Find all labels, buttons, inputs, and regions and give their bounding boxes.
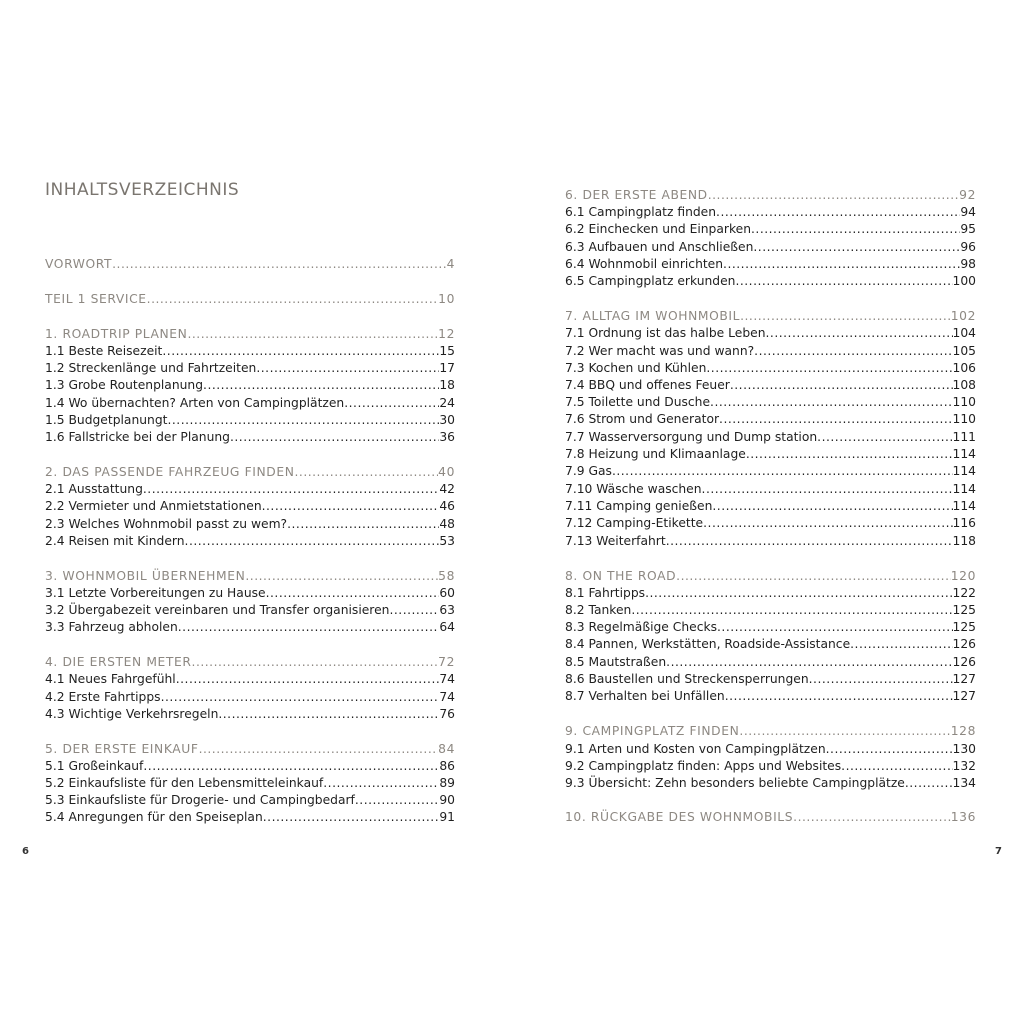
toc-entry-label: 7.2 Wer macht was und wann? — [565, 344, 755, 358]
toc-entry-page: 125 — [952, 603, 976, 617]
toc-leader-dots — [218, 707, 439, 722]
toc-entry-page: 120 — [950, 569, 976, 583]
toc-leader-dots — [147, 292, 438, 307]
toc-entry-label: 10. RÜCKGABE DES WOHNMOBILS — [565, 810, 794, 824]
toc-entry-page: 63 — [439, 603, 455, 617]
toc-entry-page: 18 — [439, 378, 455, 392]
toc-entry-label: 5. DER ERSTE EINKAUF — [45, 742, 199, 756]
toc-entry-page: 110 — [952, 395, 976, 409]
toc-entry-page: 116 — [952, 516, 976, 530]
toc-chapter-heading — [565, 186, 976, 203]
toc-leader-dots — [753, 240, 960, 255]
toc-entry-label: 5.4 Anregungen für den Speiseplan — [45, 810, 263, 824]
toc-entry-label: 9.1 Arten und Kosten von Campingplätzen — [565, 742, 826, 756]
toc-leader-dots — [740, 309, 951, 324]
toc-leader-dots — [712, 499, 952, 514]
toc-entry — [565, 359, 976, 376]
toc-leader-dots — [185, 534, 440, 549]
toc-entry-page: 126 — [952, 637, 976, 651]
toc-entry-page: 98 — [960, 257, 976, 271]
toc-entry — [565, 480, 976, 497]
toc-entry — [565, 757, 976, 774]
toc-entry-page: 46 — [439, 499, 455, 513]
toc-entry-label: 2.3 Welches Wohnmobil passt zu wem? — [45, 517, 288, 531]
toc-leader-dots — [826, 742, 953, 757]
toc-entry-label: 8.2 Tanken — [565, 603, 632, 617]
toc-entry-label: 5.2 Einkaufsliste für den Lebensmitteleinkauf — [45, 776, 324, 790]
toc-entry-page: 58 — [438, 569, 455, 583]
toc-entry-label: 1.6 Fallstricke bei der Planung — [45, 430, 230, 444]
toc-entry-label: 4. DIE ERSTEN METER — [45, 655, 192, 669]
toc-entry-page: 114 — [952, 482, 976, 496]
toc-leader-dots — [708, 188, 959, 203]
toc-entry — [45, 791, 455, 808]
toc-entry — [565, 532, 976, 549]
toc-leader-dots — [355, 793, 439, 808]
toc-entry-page: 108 — [952, 378, 976, 392]
toc-entry-label: 8. ON THE ROAD — [565, 569, 677, 583]
toc-entry-label: 8.5 Mautstraßen — [565, 655, 667, 669]
toc-entry-page: 86 — [439, 759, 455, 773]
toc-entry-page: 126 — [952, 655, 976, 669]
toc-entry-label: 1.5 Budgetplanungt — [45, 413, 168, 427]
toc-entry-label: 9.3 Übersicht: Zehn besonders beliebte Campingplätze — [565, 776, 905, 790]
toc-entry — [565, 584, 976, 601]
toc-leader-dots — [143, 759, 439, 774]
toc-leader-dots — [716, 205, 960, 220]
toc-entry-page: 105 — [952, 344, 976, 358]
toc-leader-dots — [905, 776, 953, 791]
toc-entry — [565, 324, 976, 341]
toc-entry-label: 9.2 Campingplatz finden: Apps und Websites — [565, 759, 842, 773]
toc-entry — [565, 376, 976, 393]
toc-entry-label: 6.4 Wohnmobil einrichten — [565, 257, 724, 271]
toc-entry-page: 74 — [439, 672, 455, 686]
toc-entry — [45, 774, 455, 791]
toc-entry-page: 94 — [960, 205, 976, 219]
toc-entry — [565, 497, 976, 514]
toc-entry-page: 90 — [439, 793, 455, 807]
toc-entry-label: 1.3 Grobe Routenplanung — [45, 378, 204, 392]
toc-entry-page: 111 — [952, 430, 976, 444]
toc-entry-label: 3.2 Übergabezeit vereinbaren und Transfer organisieren — [45, 603, 390, 617]
toc-leader-dots — [245, 569, 438, 584]
toc-entry-label: 7.13 Weiterfahrt — [565, 534, 666, 548]
toc-leader-dots — [666, 534, 953, 549]
toc-leader-dots — [266, 586, 440, 601]
toc-entry — [565, 740, 976, 757]
toc-entry-page: 48 — [439, 517, 455, 531]
toc-entry-page: 74 — [439, 690, 455, 704]
toc-entry — [45, 480, 455, 497]
toc-entry — [565, 635, 976, 652]
toc-entry-page: 84 — [438, 742, 455, 756]
toc-entry-label: 3. WOHNMOBIL ÜBERNEHMEN — [45, 569, 246, 583]
toc-entry-label: 6.2 Einchecken und Einparken — [565, 222, 751, 236]
toc-entry — [45, 376, 455, 393]
toc-entry-page: 128 — [950, 724, 976, 738]
toc-entry — [565, 342, 976, 359]
toc-entry-label: 7.4 BBQ und offenes Feuer — [565, 378, 730, 392]
page-title: INHALTSVERZEICHNIS — [45, 180, 240, 200]
toc-entry — [565, 203, 976, 220]
toc-entry — [45, 532, 455, 549]
toc-entry-label: 5.3 Einkaufsliste für Drogerie- und Campingbedarf — [45, 793, 355, 807]
toc-entry-label: 6.1 Campingplatz finden — [565, 205, 717, 219]
toc-entry — [45, 411, 455, 428]
toc-leader-dots — [676, 569, 951, 584]
toc-leader-dots — [766, 326, 953, 341]
toc-entry — [565, 410, 976, 427]
toc-entry-label: 7.6 Strom und Generator — [565, 412, 720, 426]
toc-entry-label: 7. ALLTAG IM WOHNMOBIL — [565, 309, 741, 323]
toc-entry-page: 12 — [438, 327, 455, 341]
toc-entry-label: 1.2 Streckenlänge und Fahrtzeiten — [45, 361, 257, 375]
toc-entry-page: 15 — [439, 344, 455, 358]
toc-entry-page: 4 — [446, 257, 455, 271]
toc-leader-dots — [631, 603, 952, 618]
toc-entry — [45, 497, 455, 514]
toc-leader-dots — [162, 344, 439, 359]
toc-entry — [45, 670, 455, 687]
toc-entry-label: 8.6 Baustellen und Streckensperrungen — [565, 672, 809, 686]
toc-entry — [565, 618, 976, 635]
toc-entry-label: 3.3 Fahrzeug abholen — [45, 620, 178, 634]
toc-leader-dots — [176, 672, 440, 687]
toc-entry-page: 64 — [439, 620, 455, 634]
toc-leader-dots — [666, 655, 952, 670]
toc-entry-label: 7.3 Kochen und Kühlen — [565, 361, 707, 375]
toc-leader-dots — [323, 776, 439, 791]
toc-leader-dots — [203, 378, 439, 393]
toc-leader-dots — [344, 396, 439, 411]
toc-entry-label: 5.1 Großeinkauf — [45, 759, 144, 773]
toc-entry-page: 134 — [952, 776, 976, 790]
toc-entry-page: 76 — [439, 707, 455, 721]
toc-leader-dots — [710, 395, 952, 410]
toc-entry-label: 2.1 Ausstattung — [45, 482, 143, 496]
toc-chapter-heading — [45, 290, 455, 307]
toc-entry — [45, 342, 455, 359]
toc-entry-label: TEIL 1 SERVICE — [45, 292, 147, 306]
toc-leader-dots — [730, 378, 953, 393]
toc-entry-page: 106 — [952, 361, 976, 375]
toc-entry-page: 127 — [952, 689, 976, 703]
toc-entry-page: 60 — [439, 586, 455, 600]
toc-leader-dots — [263, 810, 440, 825]
toc-entry-label: 1. ROADTRIP PLANEN — [45, 327, 188, 341]
toc-leader-dots — [719, 412, 952, 427]
toc-entry-label: 6.3 Aufbauen und Anschließen — [565, 240, 754, 254]
toc-leader-dots — [739, 724, 950, 739]
toc-leader-dots — [167, 413, 439, 428]
toc-chapter-heading — [45, 255, 455, 272]
toc-leader-dots — [850, 637, 952, 652]
toc-chapter-heading — [45, 567, 455, 584]
toc-entry-page: 89 — [439, 776, 455, 790]
toc-entry-page: 114 — [952, 447, 976, 461]
toc-leader-dots — [262, 499, 440, 514]
toc-entry-page: 118 — [952, 534, 976, 548]
toc-entry-page: 10 — [438, 292, 455, 306]
toc-entry-label: 8.1 Fahrtipps — [565, 586, 646, 600]
toc-entry-label: 2.2 Vermieter und Anmietstationen — [45, 499, 262, 513]
toc-entry-label: 2.4 Reisen mit Kindern — [45, 534, 185, 548]
toc-leader-dots — [706, 361, 952, 376]
toc-entry-page: 72 — [438, 655, 455, 669]
toc-entry-label: 7.12 Camping-Etikette — [565, 516, 704, 530]
toc-entry-page: 92 — [959, 188, 976, 202]
page-number-left: 6 — [22, 846, 29, 857]
toc-entry — [45, 808, 455, 825]
toc-chapter-heading — [45, 463, 455, 480]
toc-entry-label: 3.1 Letzte Vorbereitungen zu Hause — [45, 586, 266, 600]
toc-leader-dots — [192, 655, 439, 670]
toc-leader-dots — [702, 482, 953, 497]
toc-entry-page: 125 — [952, 620, 976, 634]
toc-entry — [565, 774, 976, 791]
toc-entry-label: 7.9 Gas — [565, 464, 612, 478]
toc-entry-label: 2. DAS PASSENDE FAHRZEUG FINDEN — [45, 465, 295, 479]
toc-entry-label: 7.1 Ordnung ist das halbe Leben — [565, 326, 766, 340]
toc-chapter-heading — [565, 722, 976, 739]
toc-leader-dots — [256, 361, 439, 376]
toc-entry — [565, 514, 976, 531]
toc-entry-label: 6.5 Campingplatz erkunden — [565, 274, 736, 288]
toc-leader-dots — [725, 689, 953, 704]
toc-entry — [565, 462, 976, 479]
toc-entry-page: 122 — [952, 586, 976, 600]
toc-leader-dots — [717, 620, 953, 635]
toc-entry — [565, 272, 976, 289]
toc-chapter-heading — [565, 567, 976, 584]
toc-leader-dots — [187, 327, 438, 342]
toc-entry-label: 6. DER ERSTE ABEND — [565, 188, 708, 202]
toc-entry-page: 114 — [952, 499, 976, 513]
toc-leader-dots — [746, 447, 953, 462]
toc-entry-page: 110 — [952, 412, 976, 426]
toc-leader-dots — [295, 465, 439, 480]
toc-entry — [45, 601, 455, 618]
toc-leader-dots — [112, 257, 446, 272]
toc-entry-label: 4.3 Wichtige Verkehrsregeln — [45, 707, 219, 721]
toc-entry-label: 8.4 Pannen, Werkstätten, Roadside-Assistance — [565, 637, 851, 651]
toc-entry — [565, 601, 976, 618]
toc-entry — [45, 428, 455, 445]
toc-entry-page: 132 — [952, 759, 976, 773]
toc-entry-label: 8.7 Verhalten bei Unfällen — [565, 689, 725, 703]
toc-leader-dots — [817, 430, 952, 445]
toc-entry-page: 102 — [950, 309, 976, 323]
toc-entry-label: 7.5 Toilette und Dusche — [565, 395, 711, 409]
toc-leader-dots — [751, 222, 960, 237]
toc-entry — [565, 653, 976, 670]
toc-entry-label: 7.10 Wäsche waschen — [565, 482, 702, 496]
toc-entry-page: 136 — [950, 810, 976, 824]
toc-entry — [565, 428, 976, 445]
toc-entry-label: 1.4 Wo übernachten? Arten von Campingplätzen — [45, 396, 345, 410]
toc-entry — [565, 255, 976, 272]
toc-leader-dots — [230, 430, 439, 445]
toc-entry — [45, 757, 455, 774]
toc-entry-page: 130 — [952, 742, 976, 756]
toc-entry — [565, 393, 976, 410]
toc-entry — [565, 238, 976, 255]
toc-leader-dots — [809, 672, 953, 687]
toc-entry-page: 36 — [439, 430, 455, 444]
toc-leader-dots — [199, 742, 439, 757]
toc-entry-page: 17 — [439, 361, 455, 375]
toc-leader-dots — [703, 516, 952, 531]
toc-entry-label: 1.1 Beste Reisezeit — [45, 344, 163, 358]
toc-entry — [565, 220, 976, 237]
toc-entry-page: 91 — [439, 810, 455, 824]
toc-leader-dots — [793, 810, 951, 825]
toc-entry-label: 9. CAMPINGPLATZ FINDEN — [565, 724, 740, 738]
toc-entry-label: 7.8 Heizung und Klimaanlage — [565, 447, 746, 461]
toc-entry-page: 40 — [438, 465, 455, 479]
toc-leader-dots — [143, 482, 439, 497]
toc-leader-dots — [612, 464, 953, 479]
toc-entry — [45, 359, 455, 376]
toc-leader-dots — [389, 603, 439, 618]
toc-entry — [45, 705, 455, 722]
toc-entry — [45, 688, 455, 705]
toc-chapter-heading — [45, 740, 455, 757]
toc-entry-page: 30 — [439, 413, 455, 427]
toc-leader-dots — [645, 586, 952, 601]
toc-leader-dots — [723, 257, 960, 272]
toc-leader-dots — [841, 759, 952, 774]
toc-entry-label: 7.11 Camping genießen — [565, 499, 713, 513]
toc-entry-label: VORWORT — [45, 257, 113, 271]
toc-leader-dots — [161, 690, 440, 705]
toc-entry-page: 114 — [952, 464, 976, 478]
toc-entry-page: 42 — [439, 482, 455, 496]
toc-entry-page: 95 — [960, 222, 976, 236]
toc-entry-page: 24 — [439, 396, 455, 410]
toc-entry — [45, 394, 455, 411]
toc-chapter-heading — [45, 653, 455, 670]
toc-chapter-heading — [565, 307, 976, 324]
toc-leader-dots — [287, 517, 439, 532]
toc-entry — [565, 687, 976, 704]
page-number-right: 7 — [995, 846, 1002, 857]
toc-entry-label: 4.2 Erste Fahrtipps — [45, 690, 161, 704]
toc-entry-page: 53 — [439, 534, 455, 548]
toc-entry — [45, 618, 455, 635]
toc-entry-page: 96 — [960, 240, 976, 254]
toc-chapter-heading — [565, 808, 976, 825]
toc-entry-page: 100 — [952, 274, 976, 288]
toc-entry-page: 104 — [952, 326, 976, 340]
toc-leader-dots — [178, 620, 440, 635]
toc-entry — [565, 445, 976, 462]
toc-entry-label: 7.7 Wasserversorgung und Dump station — [565, 430, 818, 444]
toc-leader-dots — [754, 344, 952, 359]
toc-entry — [45, 515, 455, 532]
toc-entry-label: 4.1 Neues Fahrgefühl — [45, 672, 176, 686]
toc-entry — [565, 670, 976, 687]
toc-leader-dots — [735, 274, 952, 289]
toc-entry-label: 8.3 Regelmäßige Checks — [565, 620, 717, 634]
toc-entry-page: 127 — [952, 672, 976, 686]
toc-chapter-heading — [45, 325, 455, 342]
toc-entry — [45, 584, 455, 601]
